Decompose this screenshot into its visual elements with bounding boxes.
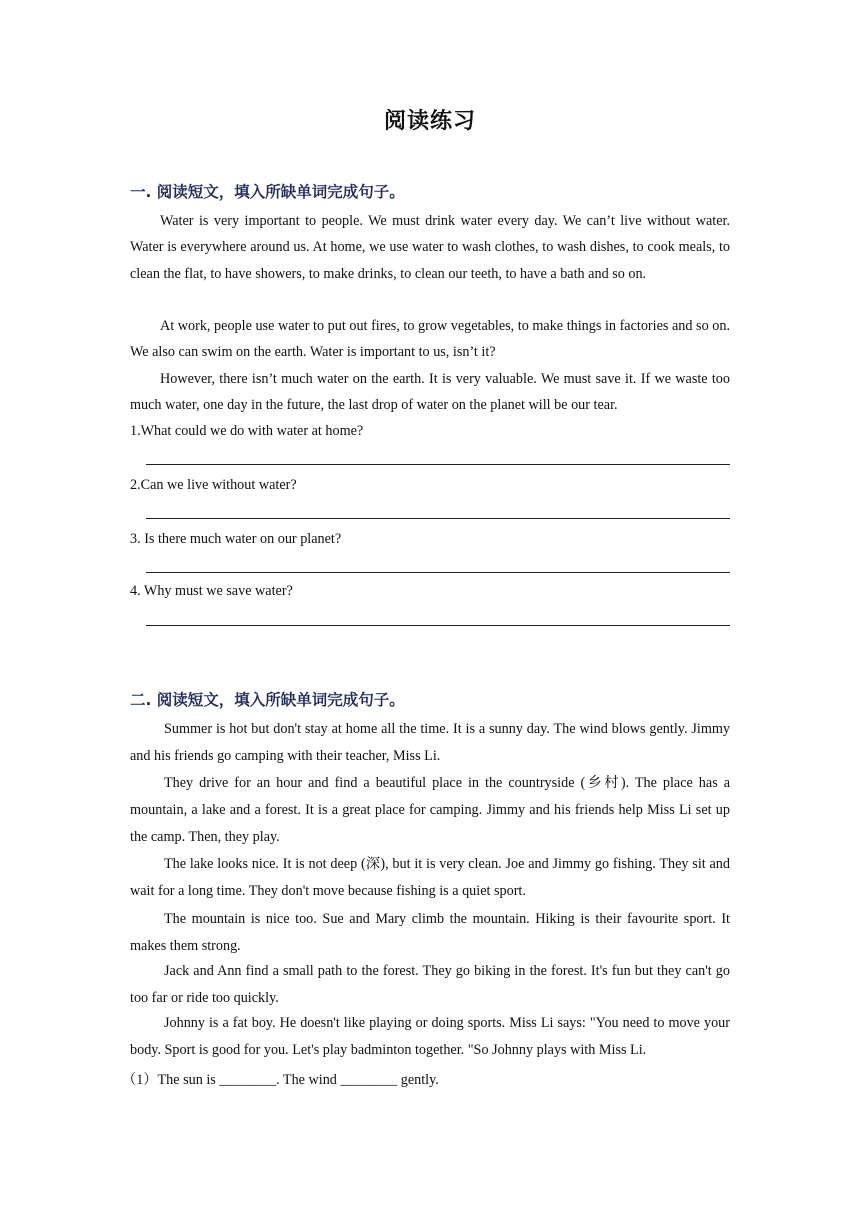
page-title: 阅读练习 (383, 109, 476, 134)
answer-line-4 (146, 625, 730, 626)
question-3: 3. Is there much water on our planet? (130, 531, 342, 547)
section-1-heading: 一. 阅读短文，填入所缺单词完成句子。 (130, 183, 405, 201)
answer-line-3 (146, 572, 730, 573)
section-2-paragraph-1: Summer is hot but don't stay at home all the time. It is a sunny day. The wind blows gently. Jimmy and his friends go camping with their teacher, Miss Li. (130, 721, 730, 764)
question-2: 2.Can we live without water? (130, 477, 297, 493)
section-1-paragraph-2: At work, people use water to put out fires, to grow vegetables, to make things in factories and so on. We also can swim on the earth. Water is important to us, isn’t it? (130, 318, 730, 361)
section-2-paragraph-3: The lake looks nice. It is not deep (深), but it is very clean. Joe and Jimmy go fishing. They sit and wait for a long time. They don't move because fishing is a quiet sport. (130, 856, 730, 899)
question-1: 1.What could we do with water at home? (130, 423, 364, 439)
answer-line-1 (146, 464, 730, 465)
section-2-paragraph-6: Johnny is a fat boy. He doesn't like playing or doing sports. Miss Li says: "You need to move your body. Sport is good for you. Let's play badminton together. "So Johnny plays with Miss Li. (130, 1015, 730, 1058)
question-4: 4. Why must we save water? (130, 583, 293, 599)
answer-line-2 (146, 518, 730, 519)
section-2-paragraph-4: The mountain is nice too. Sue and Mary climb the mountain. Hiking is their favourite sport. It makes them strong. (130, 911, 730, 954)
fill-in-question-1: （1）The sun is ________. The wind ________ gently. (122, 1072, 439, 1088)
section-2-heading: 二. 阅读短文，填入所缺单词完成句子。 (130, 691, 405, 709)
section-2-paragraph-5: Jack and Ann find a small path to the forest. They go biking in the forest. It's fun but they can't go too far or ride too quickly. (130, 963, 730, 1006)
section-1-paragraph-3: However, there isn’t much water on the earth. It is very valuable. We must save it. If we waste too much water, one day in the future, the last drop of water on the planet will be our tear. (130, 371, 730, 414)
section-2-paragraph-2: They drive for an hour and find a beautiful place in the countryside (乡村). The place has a mountain, a lake and a forest. It is a great place for camping. Jimmy and his friends help Miss Li set up the camp. Then, they play. (130, 775, 730, 845)
section-1-paragraph-1: Water is very important to people. We must drink water every day. We can’t live without water. Water is everywhere around us. At home, we use water to wash clothes, to wash dishes, to cook meals, to clean the flat, to have showers, to make drinks, to clean our teeth, to have a bath and so on. (130, 213, 730, 282)
